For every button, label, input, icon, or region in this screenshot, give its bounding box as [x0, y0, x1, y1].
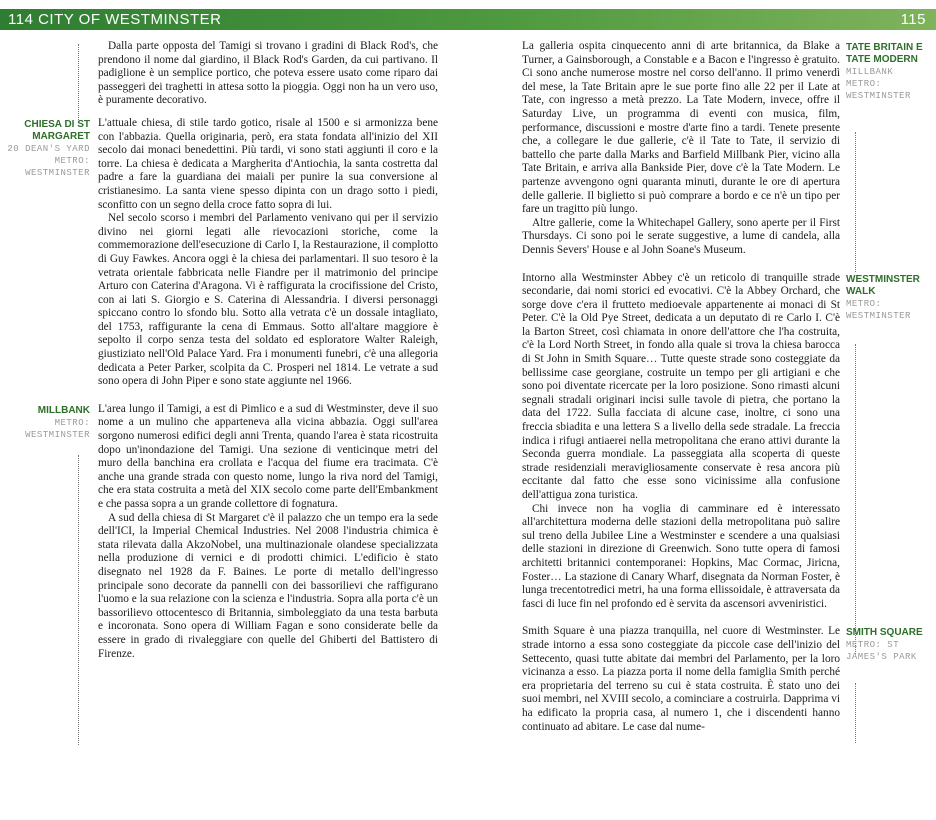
smith-square-heading: SMITH SQUARE — [846, 627, 923, 639]
smith-square-text — [522, 625, 840, 734]
westminster-walk-sidebar — [846, 274, 934, 322]
millbank-metro: METRO: WESTMINSTER — [25, 417, 90, 440]
entry-tate — [522, 40, 932, 258]
tate-sidebar — [846, 42, 934, 102]
left-page — [0, 40, 440, 661]
tate-heading: TATE BRITAIN E TATE MODERN — [846, 42, 923, 65]
st-margaret-address: 20 DEAN'S YARD — [7, 143, 90, 154]
st-margaret-heading: CHIESA DI ST MARGARET — [24, 118, 90, 142]
st-margaret-metro: METRO: WESTMINSTER — [25, 155, 90, 178]
left-page-header: 114 CITY OF WESTMINSTER — [8, 11, 222, 28]
tate-metro: MILLBANK METRO: WESTMINSTER — [846, 67, 911, 101]
running-header — [0, 9, 936, 30]
margin-rule — [78, 455, 79, 745]
entry-st-margaret — [0, 117, 440, 389]
intro-text — [98, 40, 438, 108]
tate-paragraph: Altre gallerie, come la Whitechapel Gallery, sono aperte per il First Thursdays. Ci sono poi le serate suggestive, a lume di candela, alla Dennis Severs' House e al John Soane's Museum. — [522, 216, 840, 256]
st-margaret-paragraph: L'attuale chiesa, di stile tardo gotico, risale al 1500 e si armonizza bene con l'abbazia. Quella originaria, però, era stata fondata all'inizio del XII secolo dai monaci benedettini. Più tardi, vi sono stati aggiunti il coro e la torre. La chiesa è dedicata a Margherita d'Antiochia, la santa costretta dal padre a fare la guardiana dei maiali per punire la sua conversione al cristianesimo. La santa viene spesso dipinta con un drago sotto i piedi, sconfitto con un segno della croce fatto sopra di lui. — [98, 116, 438, 211]
margin-rule — [855, 344, 856, 654]
smith-square-sidebar — [846, 627, 934, 663]
millbank-paragraph: A sud della chiesa di St Margaret c'è il palazzo che un tempo era la sede dell'ICI, la Imperial Chemical Industries. Nel 2008 l'industria chimica è stata rilevata dalla AkzoNobel, una multinazionale olandese specializzata nella produzione di vernici e di prodotti chimici. L'edificio è stato disegnato nel 1928 da F. Baines. Le porte di metallo dell'ingresso principale sono decorate da pannelli con dei bassorilievi che raffigurano l'uomo e la sua relazione con la scienza e l'industria. Sopra alla porta c'è un bassorilievo ottocentesco di Britannia, simboleggiato da una testa barbuta e incoronata. Sono opera di William Fagan e sono considerate belle da essere in grado di rivaleggiare con quelle del Ghiberti del Battistero di Firenze. — [98, 511, 438, 660]
millbank-paragraph: L'area lungo il Tamigi, a est di Pimlico e a sud di Westminster, deve il suo nome a un mulino che apparteneva alla vicina abbazia. Oggi sull'area sorgono numerosi edifici degli anni Trenta, quando l'area è stata ricostruita dopo un'inondazione del Tamigi. Una sezione di venticinque metri del muro della banchina era crollata e l'acqua del fiume era tracimata. C'è anche una grande strada con questo nome, lungo la riva nord del Tamigi, che era stata costruita a metà del XIX secolo come parte dell'Embankment e che passa sopra a un grande collettore di fognatura. — [98, 402, 438, 510]
millbank-text — [98, 403, 438, 661]
westminster-walk-paragraph: Chi invece non ha voglia di camminare ed è interessato all'architettura moderna delle stazioni della metropolitana può salire sul treno della Jubilee Line a Westminster e scendere a una qualsiasi delle stazioni in direzione di Greenwich. Sono tutte opera di famosi architetti britannici contemporanei: Hopkins, Mac Cormac, Jiricna, Foster… La stazione di Canary Wharf, disegnata da Norman Foster, è lunga trecentotredici metri, ha una forma ellissoidale, è attraversata da fasci di luce fin nel profondo ed è servita da ascensori avveniristici. — [522, 502, 840, 610]
st-margaret-sidebar — [0, 119, 90, 179]
smith-square-paragraph: Smith Square è una piazza tranquilla, nel cuore di Westminster. Le strade intorno a essa sono costeggiate da piccole case dell'inizio del Settecento, quasi tutte abitate dai membri del Parlamento, per la loro vicinanza a esso. La piazza porta il nome della famiglia Smith perché era proprietaria del terreno su cui è stata costruita. È stato uno dei suoi membri, nel XVIII secolo, a cominciare a costruirla. Dapprima vi ha edificato la propria casa, al numero 1, che i discendenti hanno continuato ad abitare. Le case dal nume- — [522, 625, 840, 733]
westminster-walk-paragraph: Intorno alla Westminster Abbey c'è un reticolo di tranquille strade secondarie, dai nomi storici ed evocativi. C'è la Abbey Orchard, che sorge dove c'era il frutteto medioevale appartenente ai monaci di St Peter. C'è la Old Pye Street, dedicata a un deputato di re Carlo I. C'è la Barton Street, così chiamata in onore dell'attore che l'ha costruita, c'è la Lord North Street, in fondo alla quale si trova la chiesa barocca di St John in Smith Square… Tutte queste strade sono costeggiate da bellissime case georgiane, costruite un tempo per gli artigiani e che sono poi diventate ricercate per la loro posizione. Sono rimasti alcuni segnali stradali originari incisi sulle tavole di pietra, che portano la data del 1722. Sulla facciata di alcune case, inoltre, ci sono una freccia sbiadita e una lettera S a livello della sede stradale. La freccia indica i rifugi antiaerei nella metropolitana che erano attivi durante la Seconda guerra mondiale. La passeggiata alla scoperta di queste strade residenziali meravigliosamente conservate è resa ancora più eccitante dal fatto che esse sono vicinissime alla confusione dell'attigua zona turistica. — [522, 271, 840, 501]
intro-paragraph: Dalla parte opposta del Tamigi si trovano i gradini di Black Rod's, che prendono il nome dal giardino, il Black Rod's Garden, da cui partivano. Il padiglione è un semplice portico, che poteva essere usato come riparo dai passeggeri dei traghetti in attesa sotto la pioggia. Oggi non ha un vero uso, è puramente decorativo. — [98, 40, 438, 107]
westminster-walk-text — [522, 272, 840, 612]
right-page-number: 115 — [900, 11, 926, 28]
millbank-sidebar — [0, 405, 90, 441]
right-page — [522, 40, 932, 734]
tate-text — [522, 40, 840, 258]
smith-square-metro: METRO: ST JAMES'S PARK — [846, 640, 917, 663]
entry-smith-square — [522, 625, 932, 734]
st-margaret-text — [98, 117, 438, 389]
entry-millbank — [0, 403, 440, 661]
entry-westminster-walk — [522, 272, 932, 612]
margin-rule — [855, 683, 856, 743]
margin-rule — [855, 132, 856, 272]
tate-paragraph: La galleria ospita cinquecento anni di arte britannica, da Blake a Turner, a Gainsborough, a Constable e a Bacon e l'ingresso è gratuito. Ci sono anche numerose mostre nel corso dell'anno. Il primo venerdì del mese, la Tate Britain apre le sue porte fino alle 22 per il Late at Tate, con ingresso a metà prezzo. La Tate Modern, invece, offre il Saturday Live, un programma di eventi con musica, film, performance, discussioni e mostre d'arte fino a tardi. Tenete presente che, a collegare le due gallerie, c'è il Tate to Tate, il servizio di battello che parte dalla Marks and Barfield Millbank Pier, vicino alla Tate Britain, e arriva alla Bankside Pier, dove c'è la Tate Modern. Le partenze avvengono ogni quaranta minuti, durante le ore di apertura delle gallerie. Il biglietto si può comprare a bordo e ce n'è un tipo per fare un tragitto più lungo. — [522, 40, 840, 216]
margin-rule — [78, 44, 79, 122]
millbank-heading: MILLBANK — [37, 404, 90, 416]
westminster-walk-heading: WESTMINSTER WALK — [846, 273, 920, 297]
st-margaret-paragraph: Nel secolo scorso i membri del Parlamento venivano qui per il servizio divino nei giorni legati alle rievocazioni storiche, come la commemorazione dell'esecuzione di Carlo I, la Restaurazione, il complotto di Guy Fawkes. Ancora oggi è la chiesa dei parlamentari. Il suo tesoro è la vetrata orientale fabbricata nelle Fiandre per il matrimonio del principe Arturo con Caterina d'Aragona. Vi è raffigurata la crocifissione del Cristo, con ai lati S. Giorgio e S. Caterina di Alessandria. I diversi personaggi spiccano contro lo sfondo blu. Sotto alla vetrata c'è un dossale intagliato, del 1753, raffigurante la cena di Emmaus. Sotto all'altare maggiore è sepolto il corpo senza testa del soldato ed esploratore Walter Raleigh, giustiziato nell'Old Palace Yard. Fra i monumenti funebri, c'è una allegoria dedicata a Peter Parker, scolpita da C. Prosperi nel 1814. Le vetrate a sud sono opera di John Piper e sono state aggiunte nel 1966. — [98, 212, 438, 388]
westminster-walk-metro: METRO: WESTMINSTER — [846, 298, 911, 321]
